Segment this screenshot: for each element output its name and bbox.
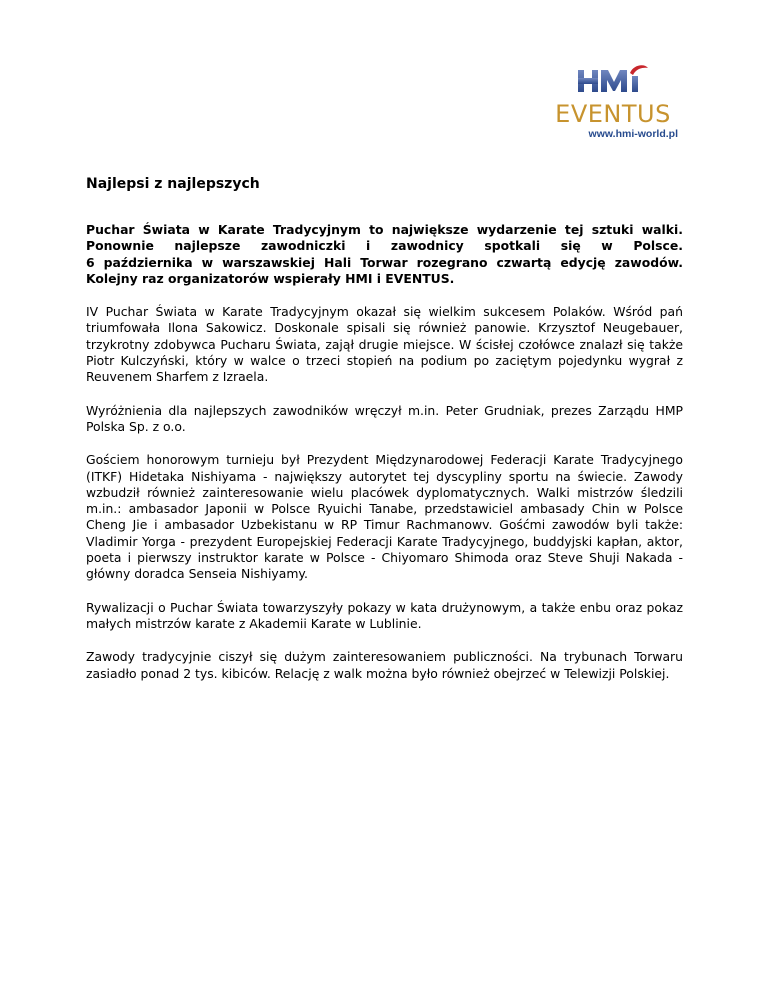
paragraph-guests: Gościem honorowym turnieju był Prezydent Międzynarodowej Federacji Karate Tradycyjnego (ITKF) Hidetaka Nishiyama - największy autorytet tej dyscypliny sportu na świecie. Zawody wzbudził również zainteresowanie wielu placówek dyplomatycznych. Walki mistrzów śledzili m.in.: ambasador Japonii w Polsce Ryuichi Tanabe, przedstawiciel ambasady Chin w Polsce Cheng Jie i ambasador Uzbekistanu w RP Timur Rachmanowv. Gośćmi zawodów byli także: Vladimir Yorga - prezydent Europejskiej Federacji Karate Tradycyjnego, buddyjski kapłan, aktor, poeta i pierwszy instruktor karate w Polsce - Chiyomaro Shimoda oraz Steve Shuji Nakada - główny doradca Senseia Nishiyamy. — [86, 452, 683, 582]
lead-line: Puchar Świata w Karate Tradycyjnym to największe wydarzenie tej sztuki walki. — [86, 222, 683, 237]
eventus-wordmark: EVENTUS — [555, 100, 671, 128]
paragraph-audience: Zawody tradycyjnie ciszył się dużym zainteresowaniem publiczności. Na trybunach Torwaru zasiadło ponad 2 tys. kibiców. Relację z walk można było również obejrzeć w Telewizji Polskiej. — [86, 649, 683, 681]
article-body — [86, 222, 683, 699]
hmi-logo-mark — [578, 64, 650, 96]
lead-line: Ponownie najlepsze zawodniczki i zawodnicy spotkali się w Polsce. — [86, 238, 683, 254]
paragraph-results: IV Puchar Świata w Karate Tradycyjnym okazał się wielkim sukcesem Polaków. Wśród pań triumfowała Ilona Sakowicz. Doskonale spisali się również panowie. Krzysztof Neugebauer, trzykrotny zdobywca Pucharu Świata, zajął drugie miejsce. W ścisłej czołówce znalazł się także Piotr Kulczyński, który w walce o trzeci stopień na podium po zaciętym pojedynku wygrał z Reuvenem Sharfem z Izraela. — [86, 304, 683, 385]
paragraph-awards: Wyróżnienia dla najlepszych zawodników wręczył m.in. Peter Grudniak, prezes Zarządu HMP Polska Sp. z o.o. — [86, 402, 683, 434]
hmi-eventus-logo — [540, 64, 678, 144]
article-lead — [86, 222, 683, 287]
website-url: www.hmi-world.pl — [588, 128, 678, 140]
article-title: Najlepsi z najlepszych — [86, 176, 260, 192]
lead-line: 6 października w warszawskiej Hali Torwar rozegrano czwartą edycję zawodów. — [86, 254, 683, 270]
lead-line: Kolejny raz organizatorów wspierały HMI i EVENTUS. — [86, 270, 455, 286]
paragraph-shows: Rywalizacji o Puchar Świata towarzyszyły pokazy w kata drużynowym, a także enbu oraz pokaz małych mistrzów karate z Akademii Karate w Lublinie. — [86, 599, 683, 631]
